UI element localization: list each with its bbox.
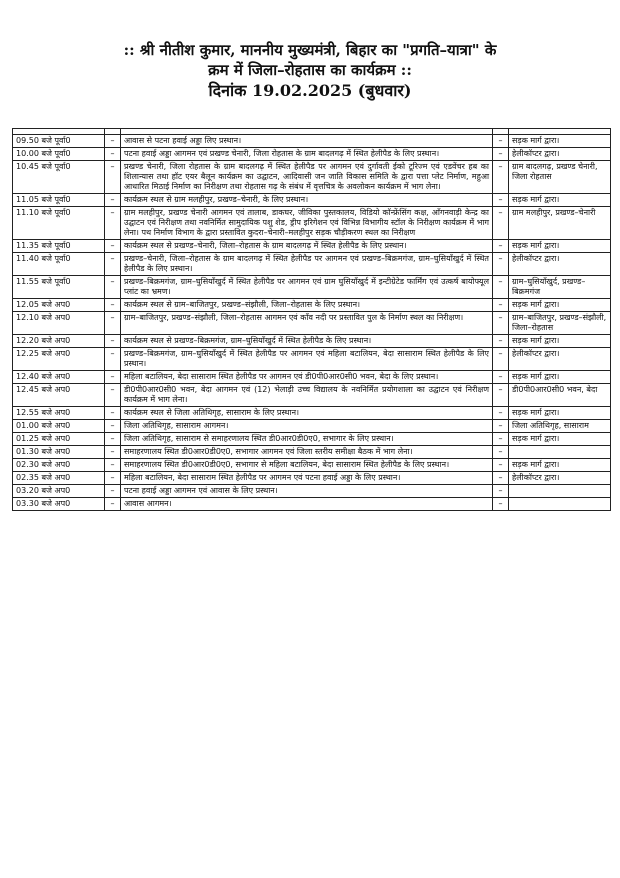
travel-mode-cell: जिला अतिथिगृह, सासाराम <box>509 420 611 433</box>
table-row <box>13 384 611 407</box>
travel-mode-cell: सड़क मार्ग द्वारा। <box>509 335 611 348</box>
travel-mode-cell <box>509 446 611 459</box>
dash-cell: – <box>105 253 121 276</box>
time-cell: 11.55 बजे पूर्वा0 <box>13 276 105 299</box>
description-cell: डी0पी0आर0सी0 भवन, बेदा आगमन एवं (12) भेलाड़ी उच्च विद्यालय के नवनिर्मित प्रयोगशाला का उद्घाटन एवं निरीक्षण कार्यक्रम में भाग लेना। <box>121 384 493 407</box>
dash-cell: – <box>105 148 121 161</box>
table-row <box>13 498 611 511</box>
travel-mode-cell: ग्राम–घुसियाँखुर्द, प्रखण्ड–बिक्रमगंज <box>509 276 611 299</box>
document-header <box>0 40 620 102</box>
time-cell: 03.20 बजे अप0 <box>13 485 105 498</box>
separator-cell: – <box>493 420 509 433</box>
separator-cell: – <box>493 148 509 161</box>
time-cell: 10.00 बजे पूर्वा0 <box>13 148 105 161</box>
time-cell: 01.25 बजे अप0 <box>13 433 105 446</box>
description-cell: प्रखण्ड चेनारी, जिला रोहतास के ग्राम बादलगढ़ में स्थित हेलीपैड पर आगमन एवं दुर्गावती ईको टूरिज्म एवं एडवेंचर हब का शिलान्यास तथा हॉट एयर बैलून कार्यक्रम का उद्घाटन, आदिवासी जन जाति विकास समिति के द्वारा पत्ता प्लेट निर्माण, महुआ आधारित मिठाई निर्माण का निरीक्षण तथा रोहतास गढ़ के संबंध में वृत्तचित्र के अवलोकन कार्यक्रम में भाग लेना। <box>121 161 493 194</box>
description-cell: कार्यक्रम स्थल से ग्राम–बाजितपुर, प्रखण्ड–संझौली, जिला–रोहतास के लिए प्रस्थान। <box>121 299 493 312</box>
dash-cell: – <box>105 371 121 384</box>
table-row <box>13 485 611 498</box>
table-row <box>13 433 611 446</box>
time-cell: 11.10 बजे पूर्वा0 <box>13 207 105 240</box>
time-cell: 01.30 बजे अप0 <box>13 446 105 459</box>
table-row <box>13 407 611 420</box>
table-row <box>13 276 611 299</box>
description-cell: कार्यक्रम स्थल से प्रखण्ड–बिक्रमगंज, ग्राम–घुसियाँखुर्द में स्थित हेलीपैड के लिए प्रस्थान। <box>121 335 493 348</box>
separator-cell: – <box>493 335 509 348</box>
table-row <box>13 253 611 276</box>
description-cell: ग्राम–बाजितपुर, प्रखण्ड–संझौली, जिला–रोहतास आगमन एवं काँव नदी पर प्रस्तावित पुल के निर्माण स्थल का निरीक्षण। <box>121 312 493 335</box>
description-cell: महिला बटालियन, बेदा सासाराम स्थित हेलीपैड पर आगमन एवं डी0पी0आर0सी0 भवन, बेदा के लिए प्रस्थान। <box>121 371 493 384</box>
table-row <box>13 348 611 371</box>
description-cell: जिला अतिथिगृह, सासाराम आगमन। <box>121 420 493 433</box>
dash-cell: – <box>105 472 121 485</box>
travel-mode-cell: सड़क मार्ग द्वारा। <box>509 459 611 472</box>
description-cell: कार्यक्रम स्थल से जिला अतिथिगृह, सासाराम के लिए प्रस्थान। <box>121 407 493 420</box>
separator-cell: – <box>493 207 509 240</box>
travel-mode-cell: ग्राम–बाजितपुर, प्रखण्ड–संझौली, जिला–रोहतास <box>509 312 611 335</box>
time-cell: 02.35 बजे अप0 <box>13 472 105 485</box>
time-cell: 09.50 बजे पूर्वा0 <box>13 135 105 148</box>
description-cell: समाहरणालय स्थित डी0आर0डी0ए0, सभागार आगमन एवं जिला स्तरीय समीक्षा बैठक में भाग लेना। <box>121 446 493 459</box>
table-row <box>13 207 611 240</box>
dash-cell: – <box>105 407 121 420</box>
time-cell: 11.35 बजे पूर्वा0 <box>13 240 105 253</box>
description-cell: जिला अतिथिगृह, सासाराम से समाहरणालय स्थित डी0आर0डी0ए0, सभागार के लिए प्रस्थान। <box>121 433 493 446</box>
table-row <box>13 335 611 348</box>
travel-mode-cell <box>509 498 611 511</box>
travel-mode-cell: हेलीकॉप्टर द्वारा। <box>509 148 611 161</box>
travel-mode-cell: हेलीकॉप्टर द्वारा। <box>509 348 611 371</box>
description-cell: आवास से पटना हवाई अड्डा लिए प्रस्थान। <box>121 135 493 148</box>
separator-cell: – <box>493 135 509 148</box>
dash-cell: – <box>105 312 121 335</box>
dash-cell: – <box>105 348 121 371</box>
description-cell: पटना हवाई अड्डा आगमन एवं आवास के लिए प्रस्थान। <box>121 485 493 498</box>
table-row <box>13 148 611 161</box>
separator-cell: – <box>493 384 509 407</box>
separator-cell: – <box>493 433 509 446</box>
table-row <box>13 240 611 253</box>
separator-cell: – <box>493 312 509 335</box>
separator-cell: – <box>493 348 509 371</box>
table-row <box>13 312 611 335</box>
description-cell: महिला बटालियन, बेदा सासाराम स्थित हेलीपैड पर आगमन एवं पटना हवाई अड्डा के लिए प्रस्थान। <box>121 472 493 485</box>
separator-cell: – <box>493 161 509 194</box>
time-cell: 12.25 बजे अप0 <box>13 348 105 371</box>
travel-mode-cell <box>509 485 611 498</box>
travel-mode-cell: डी0पी0आर0सी0 भवन, बेदा <box>509 384 611 407</box>
schedule-table <box>12 128 611 511</box>
separator-cell: – <box>493 407 509 420</box>
table-row <box>13 472 611 485</box>
description-cell: प्रखण्ड–बिक्रमगंज, ग्राम–घुसियाँखुर्द में स्थित हेलीपैड पर आगमन एवं ग्राम घुसियाँखुर्द में इन्टीग्रेटेड फार्मिंग एवं उत्कर्ष बायोफ्यूल प्लांट का भ्रमण। <box>121 276 493 299</box>
description-cell: कार्यक्रम स्थल से प्रखण्ड–चेनारी, जिला–रोहतास के ग्राम बादलगढ़ में स्थित हेलीपैड के लिए प्रस्थान। <box>121 240 493 253</box>
travel-mode-cell: सड़क मार्ग द्वारा। <box>509 194 611 207</box>
description-cell: कार्यक्रम स्थल से ग्राम मलहीपुर, प्रखण्ड–चेनारी, के लिए प्रस्थान। <box>121 194 493 207</box>
travel-mode-cell: सड़क मार्ग द्वारा। <box>509 299 611 312</box>
description-cell: प्रखण्ड–चेनारी, जिला–रोहतास के ग्राम बादलगढ़ में स्थित हेलीपैड पर आगमन एवं प्रखण्ड–बिक्रमगंज, ग्राम–घुसियाँखुर्द में स्थित हेलीपैड के लिए प्रस्थान। <box>121 253 493 276</box>
description-cell: पटना हवाई अड्डा आगमन एवं प्रखण्ड चेनारी, जिला रोहतास के ग्राम बादलगढ़ में स्थित हेलीपैड के लिए प्रस्थान। <box>121 148 493 161</box>
separator-cell: – <box>493 485 509 498</box>
table-row <box>13 194 611 207</box>
time-cell: 12.40 बजे अप0 <box>13 371 105 384</box>
time-cell: 12.45 बजे अप0 <box>13 384 105 407</box>
travel-mode-cell: सड़क मार्ग द्वारा। <box>509 433 611 446</box>
time-cell: 10.45 बजे पूर्वा0 <box>13 161 105 194</box>
dash-cell: – <box>105 459 121 472</box>
dash-cell: – <box>105 420 121 433</box>
table-row <box>13 135 611 148</box>
separator-cell: – <box>493 371 509 384</box>
dash-cell: – <box>105 446 121 459</box>
separator-cell: – <box>493 299 509 312</box>
dash-cell: – <box>105 384 121 407</box>
header-date: दिनांक 19.02.2025 (बुधवार) <box>208 81 412 100</box>
table-row <box>13 446 611 459</box>
travel-mode-cell: हेलीकॉप्टर द्वारा। <box>509 472 611 485</box>
table-row <box>13 459 611 472</box>
separator-cell: – <box>493 240 509 253</box>
dash-cell: – <box>105 194 121 207</box>
travel-mode-cell: ग्राम बादलगढ़, प्रखण्ड चेनारी, जिला रोहतास <box>509 161 611 194</box>
time-cell: 11.05 बजे पूर्वा0 <box>13 194 105 207</box>
separator-cell: – <box>493 253 509 276</box>
table-row <box>13 299 611 312</box>
dash-cell: – <box>105 299 121 312</box>
description-cell: आवास आगमन। <box>121 498 493 511</box>
travel-mode-cell: ग्राम मलहीपुर, प्रखण्ड–चेनारी <box>509 207 611 240</box>
separator-cell: – <box>493 446 509 459</box>
dash-cell: – <box>105 433 121 446</box>
separator-cell: – <box>493 276 509 299</box>
time-cell: 01.00 बजे अप0 <box>13 420 105 433</box>
time-cell: 03.30 बजे अप0 <box>13 498 105 511</box>
dash-cell: – <box>105 276 121 299</box>
time-cell: 12.55 बजे अप0 <box>13 407 105 420</box>
separator-cell: – <box>493 472 509 485</box>
time-cell: 12.05 बजे अप0 <box>13 299 105 312</box>
travel-mode-cell: सड़क मार्ग द्वारा। <box>509 135 611 148</box>
description-cell: प्रखण्ड–बिक्रमगंज, ग्राम–घुसियाँखुर्द में स्थित हेलीपैड पर आगमन एवं महिला बटालियन, बेदा सासाराम स्थित हेलीपैड के लिए प्रस्थान। <box>121 348 493 371</box>
separator-cell: – <box>493 459 509 472</box>
table-row <box>13 371 611 384</box>
dash-cell: – <box>105 335 121 348</box>
time-cell: 11.40 बजे पूर्वा0 <box>13 253 105 276</box>
dash-cell: – <box>105 240 121 253</box>
table-row <box>13 420 611 433</box>
separator-cell: – <box>493 194 509 207</box>
time-cell: 12.20 बजे अप0 <box>13 335 105 348</box>
time-cell: 12.10 बजे अप0 <box>13 312 105 335</box>
time-cell: 02.30 बजे अप0 <box>13 459 105 472</box>
separator-cell: – <box>493 498 509 511</box>
description-cell: समाहरणालय स्थित डी0आर0डी0ए0, सभागार से महिला बटालियन, बेदा सासाराम स्थित हेलीपैड के लिए प्रस्थान। <box>121 459 493 472</box>
dash-cell: – <box>105 207 121 240</box>
travel-mode-cell: सड़क मार्ग द्वारा। <box>509 240 611 253</box>
description-cell: ग्राम मलहीपुर, प्रखण्ड चेनारी आगमन एवं तालाब, डाकघर, जीविका पुस्तकालय, विडियो कॉन्फ्रेंसिंग कक्ष, आँगनवाड़ी केन्द्र का उद्घाटन एवं निरीक्षण तथा नवनिर्मित सामुदायिक पशु शेड, ड्रीप इरिगेशन एवं विभिन्न विभागीय स्टॉल के निरीक्षण कार्यक्रम में भाग लेना। पथ निर्माण विभाग के द्वारा प्रस्तावित कुदरा–चेनारी–मलहीपुर सड़क चौड़ीकरण स्थल का निरीक्षण <box>121 207 493 240</box>
travel-mode-cell: हेलीकॉप्टर द्वारा। <box>509 253 611 276</box>
dash-cell: – <box>105 135 121 148</box>
dash-cell: – <box>105 161 121 194</box>
dash-cell: – <box>105 485 121 498</box>
travel-mode-cell: सड़क मार्ग द्वारा। <box>509 407 611 420</box>
travel-mode-cell: सड़क मार्ग द्वारा। <box>509 371 611 384</box>
table-row <box>13 161 611 194</box>
header-line-2: क्रम में जिला–रोहतास का कार्यक्रम :: <box>208 61 412 79</box>
schedule-body <box>13 129 611 511</box>
dash-cell: – <box>105 498 121 511</box>
header-line-1: :: श्री नीतीश कुमार, माननीय मुख्यमंत्री, बिहार का "प्रगति–यात्रा" के <box>123 41 497 59</box>
